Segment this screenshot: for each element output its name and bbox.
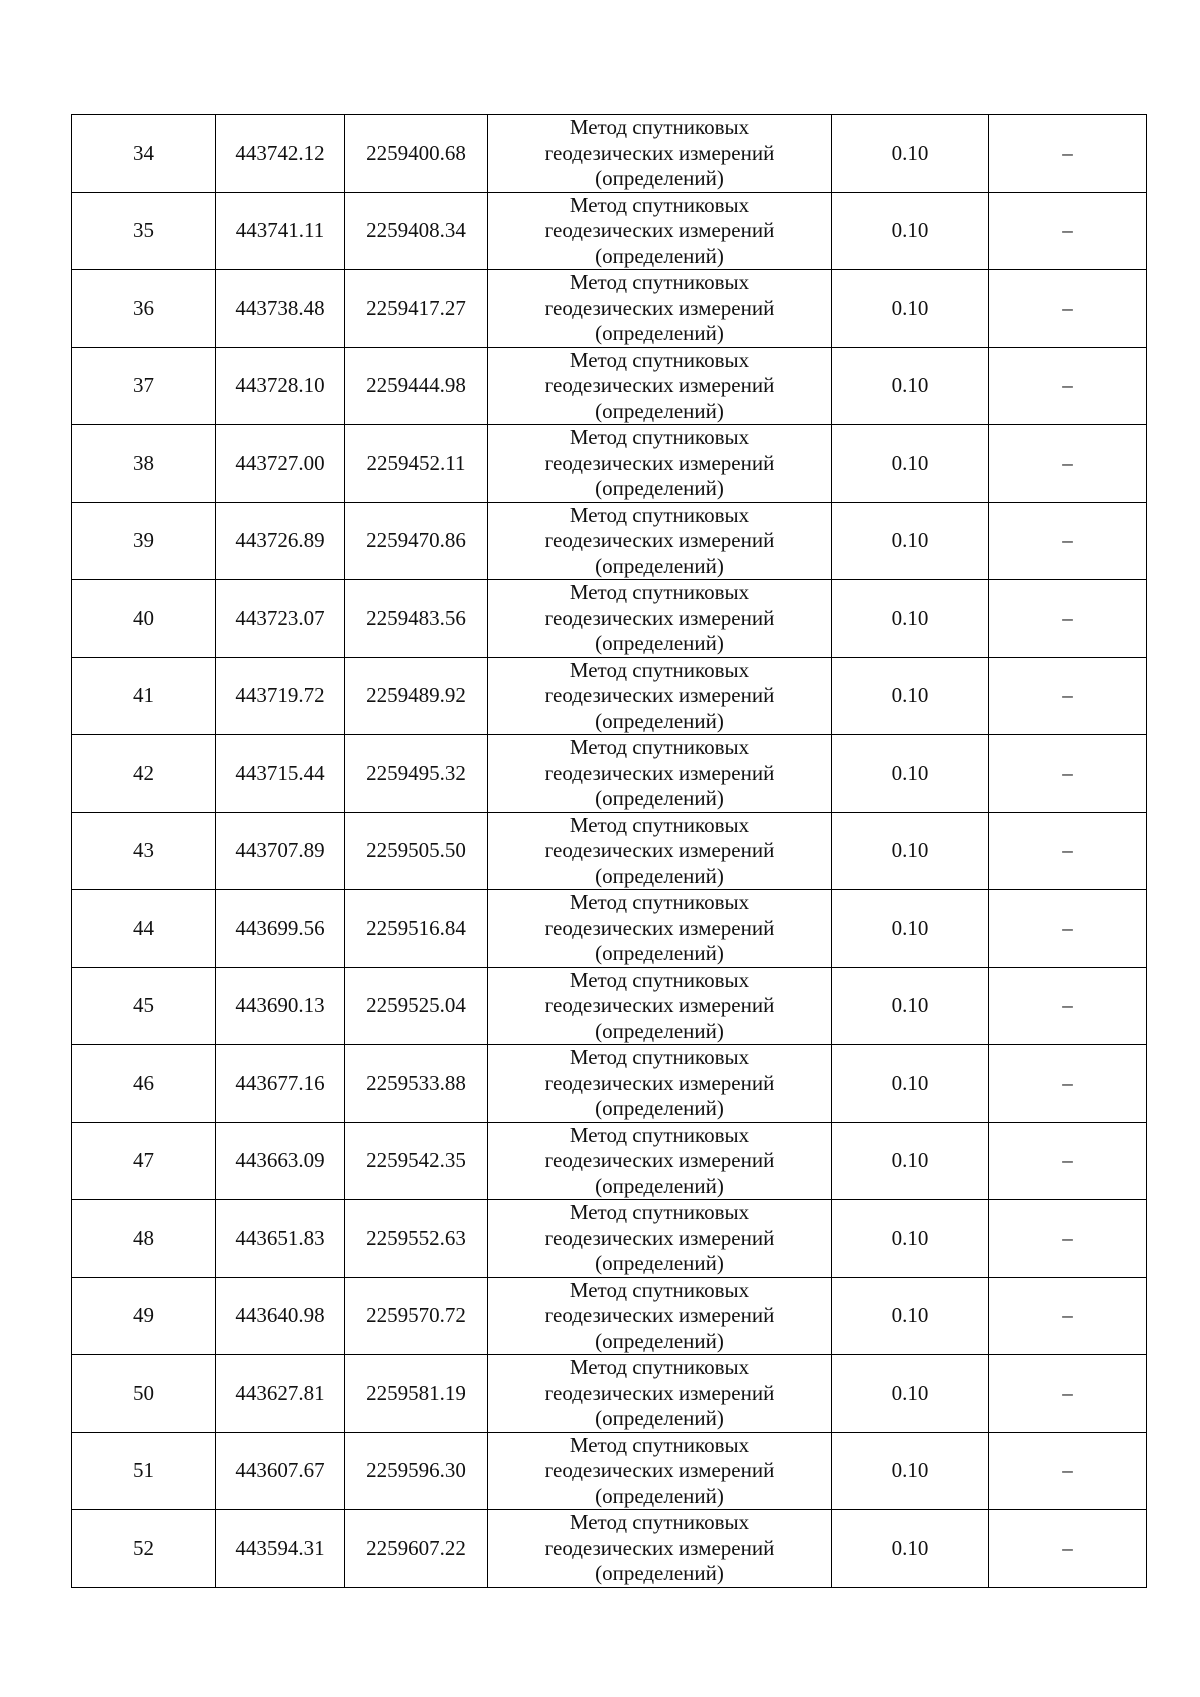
accuracy-cell: 0.10: [832, 425, 989, 503]
method-line: геодезических измерений: [544, 993, 775, 1017]
point-number-cell: 44: [72, 890, 216, 968]
y-coordinate-cell: 2259400.68: [345, 115, 488, 193]
method-line: (определений): [595, 1173, 724, 1198]
note-cell: –: [989, 347, 1147, 425]
method-cell: [488, 967, 832, 1045]
method-line: геодезических измерений: [544, 1458, 775, 1482]
method-line: (определений): [595, 1251, 724, 1275]
note-cell: –: [989, 1045, 1147, 1123]
table-row: [72, 1510, 1147, 1588]
note-cell: –: [989, 735, 1147, 813]
method-line: геодезических измерений: [544, 218, 775, 242]
accuracy-cell: 0.10: [832, 1045, 989, 1123]
y-coordinate-cell: 2259417.27: [345, 270, 488, 348]
y-coordinate-cell: 2259542.35: [345, 1122, 488, 1200]
method-line: Метод спутниковых: [569, 812, 750, 837]
point-number-cell: 39: [72, 502, 216, 580]
x-coordinate-cell: 443651.83: [216, 1200, 345, 1278]
method-cell: [488, 425, 832, 503]
method-line: Метод спутниковых: [569, 425, 750, 449]
method-line: (определений): [595, 1328, 724, 1353]
x-coordinate-cell: 443663.09: [216, 1122, 345, 1200]
note-cell: –: [989, 1200, 1147, 1278]
note-cell: –: [989, 1122, 1147, 1200]
point-number-cell: 49: [72, 1277, 216, 1355]
method-line: Метод спутниковых: [569, 1277, 750, 1302]
method-line: геодезических измерений: [544, 915, 775, 940]
y-coordinate-cell: 2259525.04: [345, 967, 488, 1045]
y-coordinate-cell: 2259596.30: [345, 1432, 488, 1510]
accuracy-cell: 0.10: [832, 580, 989, 658]
method-line: геодезических измерений: [544, 1535, 775, 1560]
x-coordinate-cell: 443699.56: [216, 890, 345, 968]
method-cell: [488, 657, 832, 735]
y-coordinate-cell: 2259533.88: [345, 1045, 488, 1123]
method-line: Метод спутниковых: [569, 890, 750, 914]
method-line: геодезических измерений: [544, 838, 775, 862]
table-row: [72, 192, 1147, 270]
accuracy-cell: 0.10: [832, 1200, 989, 1278]
x-coordinate-cell: 443726.89: [216, 502, 345, 580]
method-line: (определений): [595, 1018, 724, 1043]
x-coordinate-cell: 443607.67: [216, 1432, 345, 1510]
note-cell: –: [989, 1432, 1147, 1510]
method-cell: [488, 580, 832, 658]
method-line: (определений): [595, 631, 724, 655]
method-line: (определений): [595, 1561, 724, 1585]
method-line: геодезических измерений: [544, 760, 775, 785]
point-number-cell: 46: [72, 1045, 216, 1123]
accuracy-cell: 0.10: [832, 270, 989, 348]
table-row: [72, 580, 1147, 658]
method-line: (определений): [595, 941, 724, 965]
method-cell: [488, 115, 832, 193]
method-line: Метод спутниковых: [569, 657, 750, 682]
note-cell: –: [989, 967, 1147, 1045]
y-coordinate-cell: 2259581.19: [345, 1355, 488, 1433]
accuracy-cell: 0.10: [832, 1277, 989, 1355]
accuracy-cell: 0.10: [832, 502, 989, 580]
x-coordinate-cell: 443719.72: [216, 657, 345, 735]
accuracy-cell: 0.10: [832, 347, 989, 425]
method-line: Метод спутниковых: [569, 192, 750, 217]
method-cell: [488, 1200, 832, 1278]
x-coordinate-cell: 443742.12: [216, 115, 345, 193]
method-line: (определений): [595, 398, 724, 423]
accuracy-cell: 0.10: [832, 192, 989, 270]
method-line: Метод спутниковых: [569, 270, 750, 294]
note-cell: –: [989, 1510, 1147, 1588]
method-cell: [488, 347, 832, 425]
method-line: (определений): [595, 1483, 724, 1508]
point-number-cell: 38: [72, 425, 216, 503]
x-coordinate-cell: 443690.13: [216, 967, 345, 1045]
method-line: геодезических измерений: [544, 450, 775, 475]
method-line: геодезических измерений: [544, 683, 775, 707]
method-line: Метод спутниковых: [569, 1045, 750, 1069]
y-coordinate-cell: 2259489.92: [345, 657, 488, 735]
table-row: [72, 890, 1147, 968]
table-row: [72, 425, 1147, 503]
method-line: геодезических измерений: [544, 1303, 775, 1327]
table-row: [72, 967, 1147, 1045]
table-row: [72, 1122, 1147, 1200]
method-line: Метод спутниковых: [569, 1122, 750, 1147]
table-body: [72, 115, 1147, 1588]
point-number-cell: 40: [72, 580, 216, 658]
method-line: геодезических измерений: [544, 1148, 775, 1172]
method-line: Метод спутниковых: [569, 967, 750, 992]
point-number-cell: 47: [72, 1122, 216, 1200]
y-coordinate-cell: 2259495.32: [345, 735, 488, 813]
x-coordinate-cell: 443727.00: [216, 425, 345, 503]
note-cell: –: [989, 657, 1147, 735]
table-row: [72, 502, 1147, 580]
y-coordinate-cell: 2259452.11: [345, 425, 488, 503]
point-number-cell: 52: [72, 1510, 216, 1588]
x-coordinate-cell: 443707.89: [216, 812, 345, 890]
method-cell: [488, 812, 832, 890]
note-cell: –: [989, 270, 1147, 348]
x-coordinate-cell: 443627.81: [216, 1355, 345, 1433]
method-line: (определений): [595, 708, 724, 733]
note-cell: –: [989, 812, 1147, 890]
x-coordinate-cell: 443677.16: [216, 1045, 345, 1123]
accuracy-cell: 0.10: [832, 967, 989, 1045]
table-row: [72, 115, 1147, 193]
method-cell: [488, 890, 832, 968]
point-number-cell: 35: [72, 192, 216, 270]
point-number-cell: 34: [72, 115, 216, 193]
y-coordinate-cell: 2259470.86: [345, 502, 488, 580]
note-cell: –: [989, 192, 1147, 270]
table-row: [72, 1432, 1147, 1510]
x-coordinate-cell: 443723.07: [216, 580, 345, 658]
table-row: [72, 1277, 1147, 1355]
method-line: Метод спутниковых: [569, 1510, 750, 1534]
method-line: геодезических измерений: [544, 373, 775, 397]
table-row: [72, 657, 1147, 735]
method-cell: [488, 1045, 832, 1123]
method-line: (определений): [595, 321, 724, 345]
point-number-cell: 37: [72, 347, 216, 425]
accuracy-cell: 0.10: [832, 812, 989, 890]
note-cell: –: [989, 1355, 1147, 1433]
table-row: [72, 1355, 1147, 1433]
method-line: Метод спутниковых: [569, 735, 750, 759]
method-cell: [488, 502, 832, 580]
method-line: (определений): [595, 553, 724, 578]
point-number-cell: 51: [72, 1432, 216, 1510]
method-line: (определений): [595, 863, 724, 888]
x-coordinate-cell: 443594.31: [216, 1510, 345, 1588]
accuracy-cell: 0.10: [832, 657, 989, 735]
accuracy-cell: 0.10: [832, 735, 989, 813]
point-number-cell: 36: [72, 270, 216, 348]
method-cell: [488, 1355, 832, 1433]
method-cell: [488, 735, 832, 813]
method-line: Метод спутниковых: [569, 1432, 750, 1457]
table-row: [72, 347, 1147, 425]
method-cell: [488, 1277, 832, 1355]
x-coordinate-cell: 443715.44: [216, 735, 345, 813]
note-cell: –: [989, 425, 1147, 503]
method-line: геодезических измерений: [544, 1070, 775, 1095]
point-number-cell: 41: [72, 657, 216, 735]
method-line: (определений): [595, 1096, 724, 1120]
method-cell: [488, 1432, 832, 1510]
point-number-cell: 45: [72, 967, 216, 1045]
y-coordinate-cell: 2259570.72: [345, 1277, 488, 1355]
method-line: геодезических измерений: [544, 605, 775, 630]
method-line: геодезических измерений: [544, 1225, 775, 1250]
point-number-cell: 42: [72, 735, 216, 813]
method-cell: [488, 270, 832, 348]
point-number-cell: 48: [72, 1200, 216, 1278]
accuracy-cell: 0.10: [832, 1355, 989, 1433]
method-line: (определений): [595, 243, 724, 268]
x-coordinate-cell: 443741.11: [216, 192, 345, 270]
method-line: геодезических измерений: [544, 140, 775, 165]
table-row: [72, 270, 1147, 348]
table-row: [72, 1200, 1147, 1278]
note-cell: –: [989, 580, 1147, 658]
method-line: (определений): [595, 476, 724, 500]
method-cell: [488, 192, 832, 270]
method-line: Метод спутниковых: [569, 1355, 750, 1379]
method-line: (определений): [595, 786, 724, 810]
method-line: (определений): [595, 166, 724, 190]
accuracy-cell: 0.10: [832, 1510, 989, 1588]
method-line: Метод спутниковых: [569, 580, 750, 604]
accuracy-cell: 0.10: [832, 115, 989, 193]
y-coordinate-cell: 2259444.98: [345, 347, 488, 425]
y-coordinate-cell: 2259483.56: [345, 580, 488, 658]
method-line: Метод спутниковых: [569, 115, 750, 139]
y-coordinate-cell: 2259408.34: [345, 192, 488, 270]
method-line: Метод спутниковых: [569, 347, 750, 372]
accuracy-cell: 0.10: [832, 1122, 989, 1200]
table-row: [72, 812, 1147, 890]
table-row: [72, 1045, 1147, 1123]
point-number-cell: 43: [72, 812, 216, 890]
method-line: Метод спутниковых: [569, 502, 750, 527]
y-coordinate-cell: 2259552.63: [345, 1200, 488, 1278]
y-coordinate-cell: 2259505.50: [345, 812, 488, 890]
table-row: [72, 735, 1147, 813]
accuracy-cell: 0.10: [832, 890, 989, 968]
method-line: геодезических измерений: [544, 528, 775, 552]
x-coordinate-cell: 443728.10: [216, 347, 345, 425]
coordinates-table: [71, 114, 1147, 1588]
method-line: Метод спутниковых: [569, 1200, 750, 1224]
note-cell: –: [989, 502, 1147, 580]
accuracy-cell: 0.10: [832, 1432, 989, 1510]
y-coordinate-cell: 2259516.84: [345, 890, 488, 968]
y-coordinate-cell: 2259607.22: [345, 1510, 488, 1588]
note-cell: –: [989, 115, 1147, 193]
point-number-cell: 50: [72, 1355, 216, 1433]
note-cell: –: [989, 1277, 1147, 1355]
x-coordinate-cell: 443738.48: [216, 270, 345, 348]
method-line: геодезических измерений: [544, 1380, 775, 1405]
method-cell: [488, 1510, 832, 1588]
method-line: геодезических измерений: [544, 295, 775, 320]
method-line: (определений): [595, 1406, 724, 1430]
note-cell: –: [989, 890, 1147, 968]
x-coordinate-cell: 443640.98: [216, 1277, 345, 1355]
method-cell: [488, 1122, 832, 1200]
